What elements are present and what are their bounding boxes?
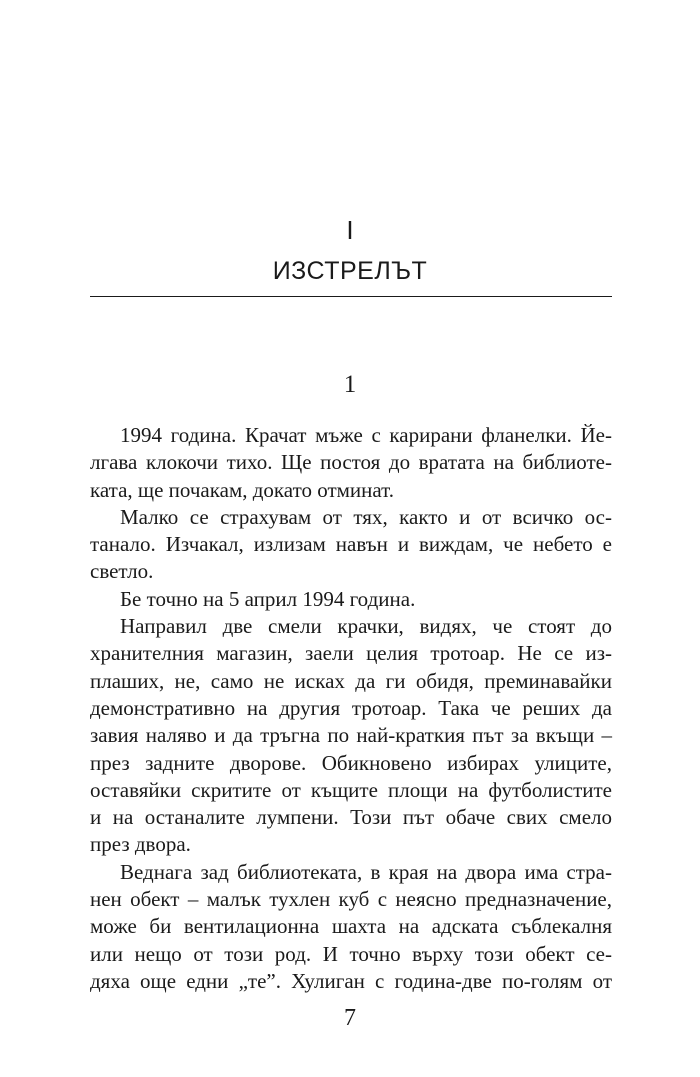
text-line: през двора.: [90, 832, 191, 857]
page-number: 7: [344, 1005, 356, 1031]
text-line: ката, ще почакам, докато отминат.: [90, 477, 395, 502]
text-line: и на останалите лумпени. Този път обаче свих смело: [90, 805, 612, 830]
text-line: танало. Изчакал, излизам навън и виждам, че небето е: [90, 532, 612, 557]
text-line: оставяйки скритите от къщите площи на футболистите: [90, 777, 612, 802]
text-line: светло.: [90, 559, 154, 584]
text-line: демонстративно на другия тротоар. Така че реших да: [90, 695, 612, 720]
text-line: плаших, не, само не исках да ги обидя, преминавайки: [90, 668, 612, 693]
text-line: завия наляво и да тръгна по най-краткия път за вкъщи –: [90, 723, 612, 748]
text-line: хранителния магазин, заели целия тротоар. Не се из-: [90, 641, 612, 666]
body-text: [90, 422, 612, 995]
text-line: може би вентилационна шахта на адската съблекалня: [90, 914, 612, 939]
text-line: през задните дворове. Обикновено избирах улиците,: [90, 750, 612, 775]
text-line: или нещо от този род. И точно върху този обект се-: [90, 941, 612, 966]
title-divider: [90, 296, 612, 297]
chapter-number: 1: [343, 371, 357, 398]
text-line: дяха още едни „те”. Хулиган с година-две по-голям от: [90, 968, 612, 993]
text-line: Бе точно на 5 април 1994 година.: [120, 586, 416, 611]
text-line: Малко се страхувам от тях, както и от всичко ос-: [120, 504, 612, 529]
text-line: 1994 година. Крачат мъже с карирани фланелки. Йе-: [120, 423, 612, 447]
text-line: Веднага зад библиотеката, в края на двора има стра-: [120, 859, 612, 884]
text-line: Направил две смели крачки, видях, че стоят до: [120, 614, 612, 639]
part-title: ИЗСТРЕЛЪТ: [272, 257, 428, 285]
part-number: I: [346, 215, 354, 245]
text-line: лгава клокочи тихо. Ще постоя до вратата на библиоте-: [90, 450, 612, 475]
text-line: нен обект – малък тухлен куб с неясно предназначение,: [90, 887, 612, 912]
